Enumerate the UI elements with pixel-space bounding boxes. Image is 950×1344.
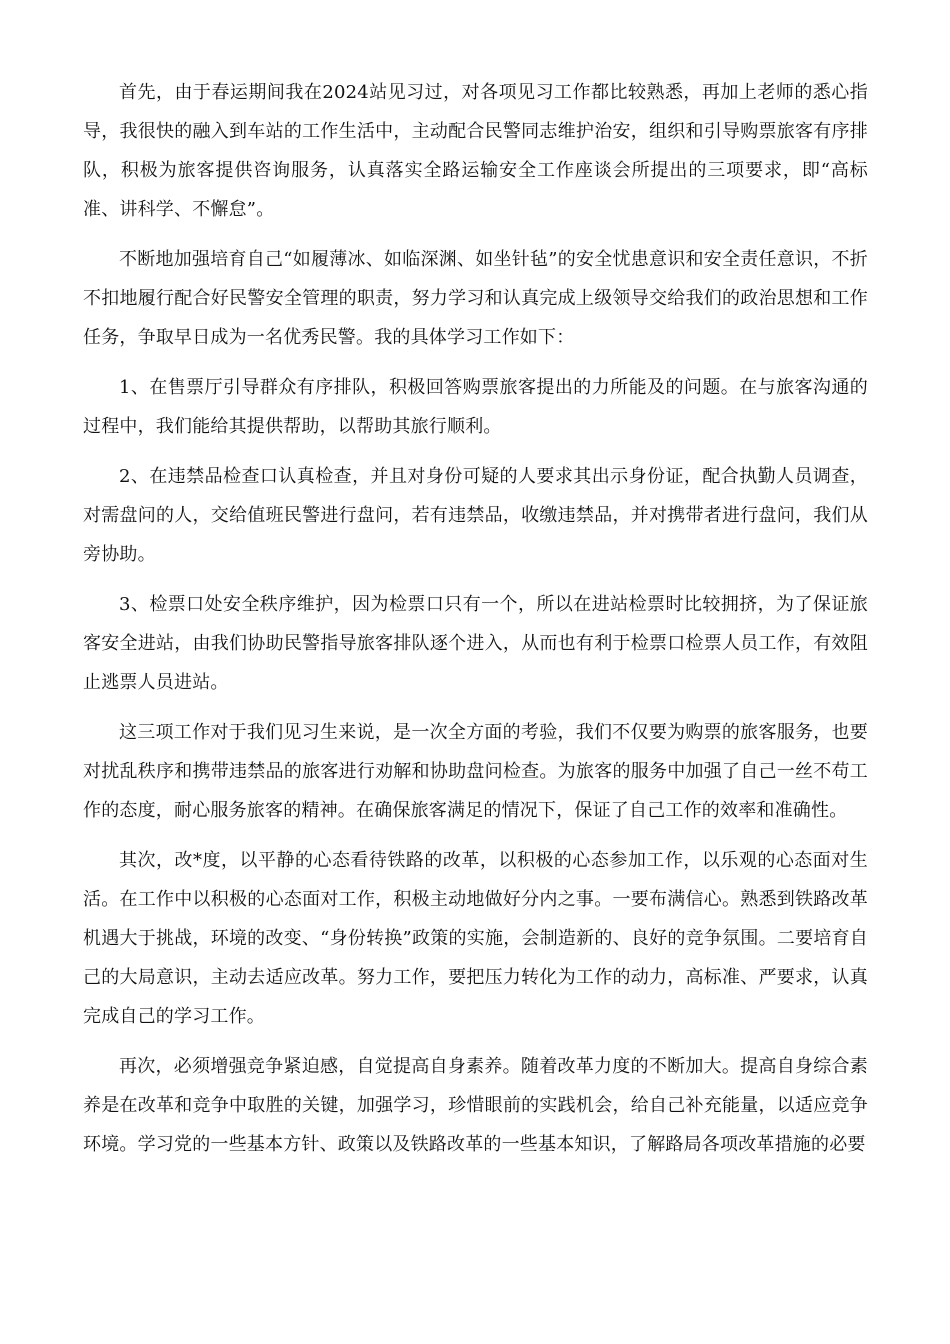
paragraph-8: 再次，必须增强竞争紧迫感，自觉提高自身素养。随着改革力度的不断加大。提高自身综合素养是在改革和竞争中取胜的关键，加强学习，珍惜眼前的实践机会，给自己补充能量，以适应竞争环境。学习党的一些基本方针、政策以及铁路改革的一些基本知识，了解路局各项改革措施的必要 <box>83 1056 868 1155</box>
paragraph-1: 首先，由于春运期间我在2024站见习过，对各项见习工作都比较熟悉，再加上老师的悉心指导，我很快的融入到车站的工作生活中，主动配合民警同志维护治安，组织和引导购票旅客有序排队，积极为旅客提供咨询服务，认真落实全路运输安全工作座谈会所提出的三项要求，即“高标准、讲科学、不懈怠”。 <box>83 82 868 220</box>
paragraph-7: 其次，改*度，以平静的心态看待铁路的改革，以积极的心态参加工作，以乐观的心态面对生活。在工作中以积极的心态面对工作，积极主动地做好分内之事。一要布满信心。熟悉到铁路改革机遇大于挑战，环境的改变、“身份转换”政策的实施，会制造新的、良好的竞争氛围。二要培育自己的大局意识，主动去适应改革。努力工作，要把压力转化为工作的动力，高标准、严要求，认真完成自己的学习工作。 <box>83 850 868 1027</box>
paragraph-5: 3、检票口处安全秩序维护，因为检票口只有一个，所以在进站检票时比较拥挤，为了保证旅客安全进站，由我们协助民警指导旅客排队逐个进入，从而也有利于检票口检票人员工作，有效阻止逃票人员进站。 <box>83 594 868 693</box>
paragraph-3: 1、在售票厅引导群众有序排队，积极回答购票旅客提出的力所能及的问题。在与旅客沟通的过程中，我们能给其提供帮助，以帮助其旅行顺利。 <box>83 377 868 437</box>
paragraph-2: 不断地加强培育自己“如履薄冰、如临深渊、如坐针毡”的安全忧患意识和安全责任意识，不折不扣地履行配合好民警安全管理的职责，努力学习和认真完成上级领导交给我们的政治思想和工作任务，争取早日成为一名优秀民警。我的具体学习工作如下： <box>83 249 868 348</box>
paragraph-4: 2、在违禁品检查口认真检查，并且对身份可疑的人要求其出示身份证，配合执勤人员调查，对需盘问的人，交给值班民警进行盘问，若有违禁品，收缴违禁品，并对携带者进行盘问，我们从旁协助。 <box>83 466 868 565</box>
paragraph-6: 这三项工作对于我们见习生来说，是一次全方面的考验，我们不仅要为购票的旅客服务，也要对扰乱秩序和携带违禁品的旅客进行劝解和协助盘问检查。为旅客的服务中加强了自己一丝不苟工作的态度，耐心服务旅客的精神。在确保旅客满足的情况下，保证了自己工作的效率和准确性。 <box>83 722 868 821</box>
document-body <box>83 73 868 1175</box>
